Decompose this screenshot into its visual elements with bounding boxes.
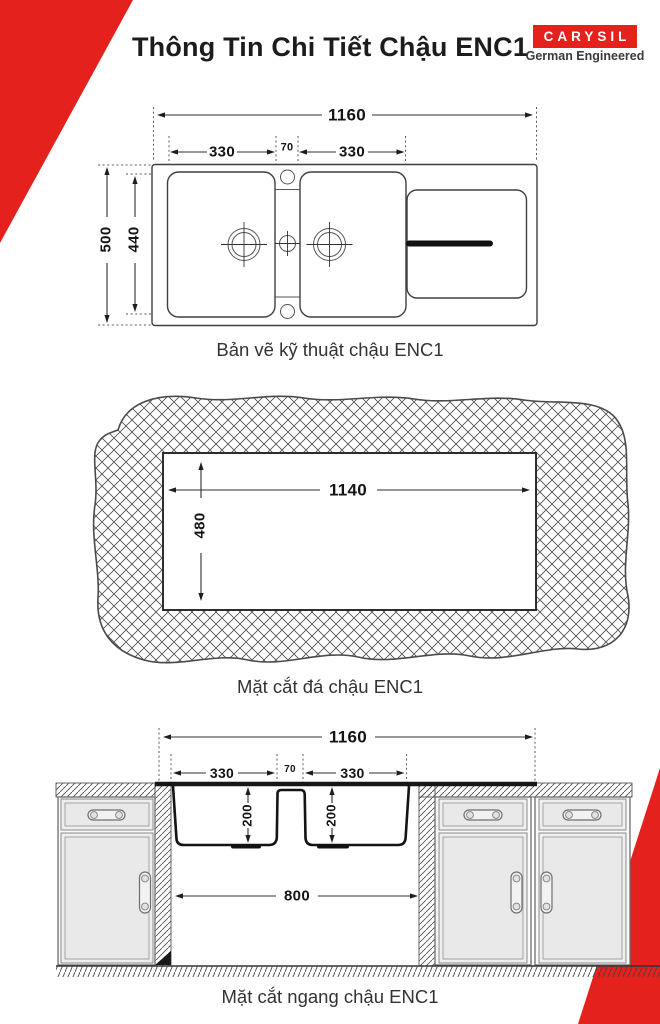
drawer-handle-icon: [88, 810, 125, 820]
drawer-handle-icon: [563, 810, 601, 820]
dim-label-1160-top: 1160: [327, 105, 367, 125]
drain-stub-right: [317, 845, 349, 849]
cabinet-wall-left: [155, 783, 171, 966]
drawing-top-view: [98, 106, 538, 326]
drawing-cross-section: [56, 728, 660, 978]
sink-top-view: [152, 165, 537, 326]
dim-bowl-depth-right: [324, 787, 339, 843]
bowls-profile: [173, 786, 409, 845]
door-handle-icon: [541, 872, 552, 913]
cabinet-right-a: [435, 797, 531, 965]
dim-section-overall-width: [163, 728, 533, 747]
dim-label-1160-section: 1160: [328, 727, 368, 747]
dim-top-depths: [98, 167, 143, 323]
countertop-left: [56, 783, 155, 797]
page-title: Thông Tin Chi Tiết Chậu ENC1: [131, 32, 529, 62]
dim-label-500: 500: [97, 226, 115, 253]
dim-label-70-top: 70: [280, 141, 294, 154]
dim-top-overall-width: [157, 106, 533, 125]
cabinet-left: [58, 797, 155, 965]
carysil-logo: CARYSIL: [533, 25, 637, 48]
dim-label-330-right-section: 330: [340, 765, 365, 781]
door-handle-icon: [140, 872, 151, 913]
dim-label-200-left: 200: [239, 804, 255, 827]
dim-label-480: 480: [191, 512, 209, 539]
cabinet-right-b: [535, 797, 630, 965]
caption-top-view: Bản vẽ kỹ thuật chậu ENC1: [216, 339, 444, 360]
drawing-stone-cutout: [94, 396, 629, 662]
dim-label-330-right-top: 330: [339, 143, 365, 161]
dim-label-200-right: 200: [323, 804, 339, 827]
drain-stub-left: [231, 845, 261, 849]
dim-top-bowls: [170, 142, 405, 161]
dim-label-330-left-top: 330: [209, 143, 235, 161]
dim-cabinet-opening: [175, 888, 418, 905]
drain-groove-bar: [406, 241, 493, 247]
cutout-opening: [163, 453, 536, 610]
dim-label-330-left-section: 330: [209, 765, 235, 781]
dim-label-70-section: 70: [284, 764, 296, 775]
caption-cross-section: Mặt cắt ngang chậu ENC1: [221, 986, 439, 1007]
cabinet-wall-right: [419, 783, 435, 966]
dim-label-1140: 1140: [328, 480, 368, 500]
dim-label-800: 800: [284, 887, 310, 905]
logo-tagline: German Engineered: [525, 49, 645, 63]
caption-stone-cutout: Mặt cắt đá chậu ENC1: [236, 676, 424, 697]
floor: [56, 966, 660, 977]
dim-section-bowls: [173, 764, 405, 781]
drawer-handle-icon: [464, 810, 502, 820]
door-handle-icon: [511, 872, 522, 913]
dim-bowl-depth-left: [240, 787, 255, 843]
dim-label-440: 440: [125, 226, 143, 253]
